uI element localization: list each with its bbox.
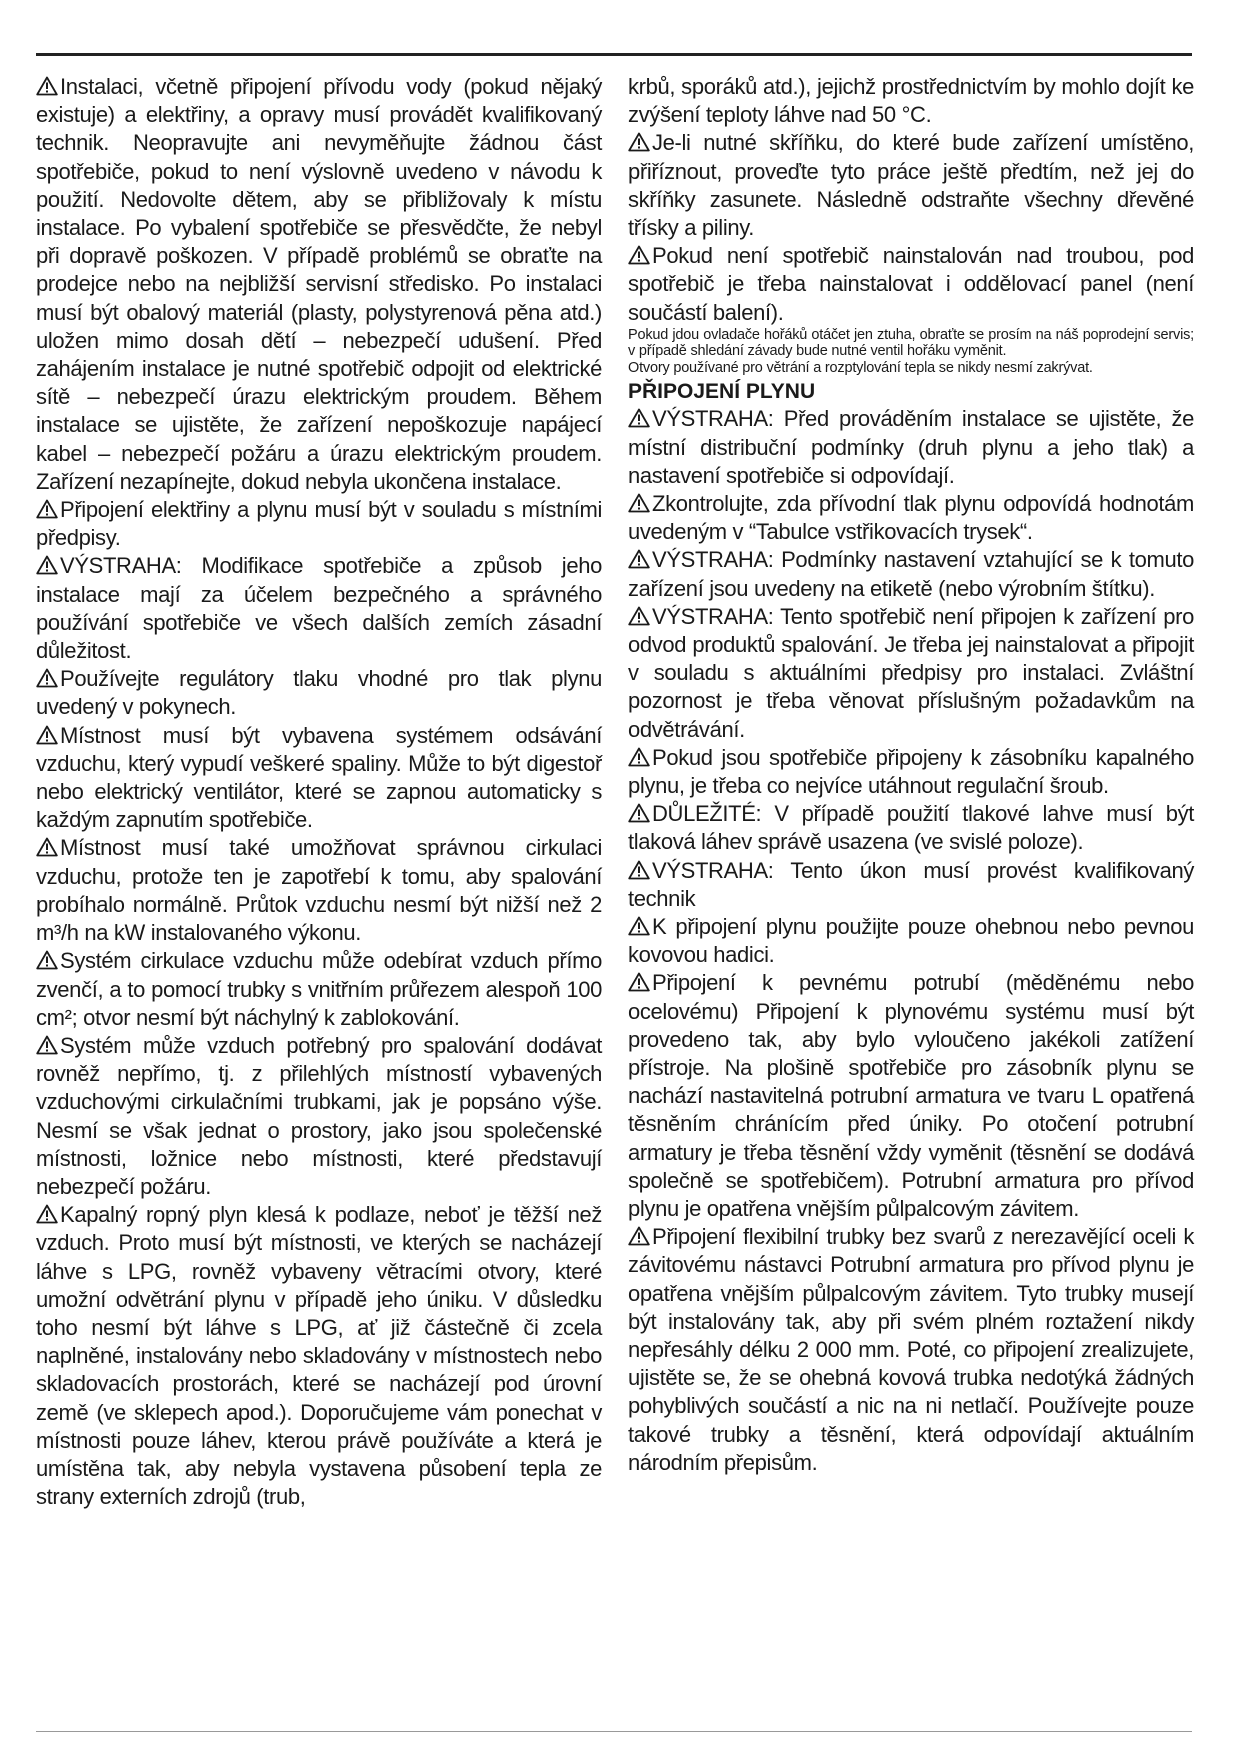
top-rule — [36, 53, 1192, 56]
bottom-rule — [36, 1731, 1192, 1732]
small-notes — [628, 327, 1194, 377]
paragraph-text: Pokud jsou spotřebiče připojeny k zásobníku kapalného plynu, je třeba co nejvíce utáhnout regulační šroub. — [628, 744, 1194, 798]
warning-icon — [628, 859, 650, 879]
left-column — [36, 73, 602, 1511]
warning-paragraph — [628, 242, 1194, 327]
warning-icon — [628, 548, 650, 568]
small-note: Otvory používané pro větrání a rozptylování tepla se nikdy nesmí zakrývat. — [628, 359, 1093, 376]
warning-paragraph — [36, 722, 602, 835]
paragraph-text: Systém cirkulace vzduchu může odebírat vzduch přímo zvenčí, a to pomocí trubky s vnitřním průřezem alespoň 100 cm²; otvor nesmí být náchylný k zablokování. — [36, 948, 602, 1030]
paragraph-text: VÝSTRAHA: Modifikace spotřebiče a způsob jeho instalace mají za účelem bezpečného a správného používání spotřebiče ve všech dalších zemích zásadní důležitost. — [36, 553, 602, 664]
warning-icon — [36, 75, 58, 95]
warning-paragraph — [628, 800, 1194, 856]
paragraph-text: VÝSTRAHA: Tento úkon musí provést kvalifikovaný technik — [628, 857, 1194, 911]
paragraph-text: Místnost musí také umožňovat správnou cirkulaci vzduchu, protože ten je zapotřebí k tomu, aby spalování probíhalo normálně. Průtok vzduchu nesmí být nižší než 2 m³/h na kW instalovaného výkonu. — [36, 835, 602, 946]
warning-icon — [628, 131, 650, 151]
warning-paragraph — [628, 1223, 1194, 1477]
warning-paragraph — [628, 744, 1194, 800]
warning-paragraph — [628, 913, 1194, 969]
small-note: Pokud jdou ovladače hořáků otáčet jen ztuha, obraťte se prosím na náš poprodejní servis; v případě shledání závady bude nutné ventil hořáku vyměnit. — [628, 326, 1194, 360]
warning-icon — [36, 554, 58, 574]
warning-icon — [36, 667, 58, 687]
paragraph-text: VÝSTRAHA: Tento spotřebič není připojen k zařízení pro odvod produktů spalování. Je třeba jej nainstalovat a připojit v souladu s aktuálními předpisy pro instalaci. Zvláštní pozornost je třeba věnovat příslušným požadavkům na odvětrávání. — [628, 603, 1194, 742]
warning-icon — [628, 492, 650, 512]
warning-icon — [36, 1203, 58, 1223]
warning-paragraph — [628, 857, 1194, 913]
warning-paragraph — [36, 1032, 602, 1201]
paragraph-text: Připojení k pevnému potrubí (měděnému nebo ocelovému) Připojení k plynovému systému musí být provedeno tak, aby bylo vyloučeno jakékoli zatížení přístroje. Na plošině spotřebiče pro zásobník plynu se nachází nastavitelná potrubní armatura ve tvaru L opatřená těsněním chránícím před úniky. Po otočení potrubní armatury je třeba těsnění vždy vyměnit (těsnění se dodává společně se spotřebičem). Potrubní armatura pro přívod plynu je opatřena vnějším půlpalcovým závitem. — [628, 970, 1194, 1222]
warning-paragraph — [36, 73, 602, 496]
warning-icon — [628, 915, 650, 935]
warning-icon — [628, 971, 650, 991]
warning-paragraph — [36, 1201, 602, 1511]
paragraph-text: Kapalný ropný plyn klesá k podlaze, neboť je těžší než vzduch. Proto musí být místnosti, ve kterých se nacházejí láhve s LPG, rovněž vybaveny větracími otvory, které umožní odvětrání plynu v případě jeho úniku. V důsledku toho nesmí být láhve s LPG, ať již částečně či zcela naplněné, instalovány nebo skladovány v místnostech nebo skladovacích prostorách, které se nacházejí pod úrovní země (ve sklepech apod.). Doporučujeme vám ponechat v místnosti pouze láhev, kterou právě používáte a která je umístěna tak, aby nebyla vystavena působení tepla ze strany externích zdrojů (trub, — [36, 1202, 602, 1510]
continued-paragraph: krbů, sporáků atd.), jejichž prostřednictvím by mohlo dojít ke zvýšení teploty láhve nad 50 °C. — [628, 74, 1194, 128]
paragraph-text: DŮLEŽITÉ: V případě použití tlakové lahve musí být tlaková láhev správě usazena (ve svislé poloze). — [628, 801, 1194, 855]
right-column — [628, 73, 1194, 1477]
warning-icon — [36, 1034, 58, 1054]
warning-paragraph — [36, 947, 602, 1032]
paragraph-text: Místnost musí být vybavena systémem odsávání vzduchu, který vypudí veškeré spaliny. Může to být digestoř nebo elektrický ventilátor, které se zapnou automaticky s každým zapnutím spotřebiče. — [36, 722, 602, 833]
paragraph-text: Používejte regulátory tlaku vhodné pro tlak plynu uvedený v pokynech. — [36, 666, 602, 720]
paragraph-text: Instalaci, včetně připojení přívodu vody (pokud nějaký existuje) a elektřiny, a opravy musí provádět kvalifikovaný technik. Neopravujte ani nevyměňujte žádnou část spotřebiče, pokud to není výslovně uvedeno v návodu k použití. Nedovolte dětem, aby se přibližovaly k místu instalace. Po vybalení spotřebiče se přesvědčte, že nebyl při dopravě poškozen. V případě problémů se obraťte na prodejce nebo na nejbližší servisní středisko. Po instalaci musí být obalový materiál (plasty, polystyrenová pěna atd.) uložen mimo dosah dětí – nebezpečí udušení. Před zahájením instalace je nutné spotřebič odpojit od elektrické sítě – nebezpečí úrazu elektrickým proudem. Během instalace se ujistěte, že zařízení nepoškozuje napájecí kabel – nebezpečí požáru a úrazu elektrickým proudem. Zařízení nezapínejte, dokud nebyla ukončena instalace. — [36, 74, 602, 494]
warning-icon — [628, 407, 650, 427]
warning-icon — [36, 949, 58, 969]
warning-icon — [36, 836, 58, 856]
paragraph-text: Zkontrolujte, zda přívodní tlak plynu odpovídá hodnotám uvedeným v “Tabulce vstřikovacích trysek“. — [628, 490, 1194, 545]
warning-paragraph — [36, 834, 602, 947]
warning-icon — [628, 746, 650, 766]
warning-icon — [36, 498, 58, 518]
paragraph-text: VÝSTRAHA: Podmínky nastavení vztahující se k tomuto zařízení jsou uvedeny na etiketě (nebo výrobním štítku). — [628, 547, 1194, 601]
paragraph-text: Systém může vzduch potřebný pro spalování dodávat rovněž nepřímo, tj. z přilehlých místností vybavených vzduchovými cirkulačními trubkami, jak je popsáno výše. Nesmí se však jednat o prostory, jako jsou společenské místnosti, ložnice nebo místnosti, které představují nebezpečí požáru. — [36, 1032, 602, 1199]
warning-paragraph — [36, 665, 602, 721]
warning-icon — [628, 605, 650, 625]
warning-icon — [36, 724, 58, 744]
warning-paragraph — [36, 496, 602, 552]
paragraph-text: Je-li nutné skříňku, do které bude zařízení umístěno, přiříznout, proveďte tyto práce ještě předtím, než jej do skříňky zasunete. Následně odstraňte všechny dřevěné třísky a piliny. — [628, 130, 1194, 241]
warning-icon — [628, 1225, 650, 1245]
warning-icon — [628, 802, 650, 822]
warning-paragraph — [628, 490, 1194, 546]
warning-paragraph — [628, 129, 1194, 242]
paragraph-text: Pokud není spotřebič nainstalován nad troubou, pod spotřebič je třeba nainstalovat i oddělovací panel (není součástí balení). — [628, 243, 1194, 325]
warning-paragraph — [628, 405, 1194, 490]
warning-paragraph — [628, 603, 1194, 744]
paragraph-text: Připojení flexibilní trubky bez svarů z nerezavějící oceli k závitovému nástavci Potrubní armatura pro přívod plynu je opatřena vnějším půlpalcovým závitem. Tyto trubky musejí být instalovány tak, aby při svém plném roztažení nikdy nepřesáhly délku 2 000 mm. Poté, co připojení zrealizujete, ujistěte se, že se ohebná kovová trubka nedotýká žádných pohyblivých součástí a nic na ni netlačí. Používejte pouze takové trubky a těsnění, která odpovídají aktuálním národním přepisům. — [628, 1224, 1194, 1475]
warning-paragraph — [36, 552, 602, 665]
warning-paragraph — [628, 969, 1194, 1223]
paragraph-text: Připojení elektřiny a plynu musí být v souladu s místními předpisy. — [36, 497, 602, 551]
paragraph-text: K připojení plynu použijte pouze ohebnou nebo pevnou kovovou hadici. — [628, 913, 1194, 968]
warning-icon — [628, 244, 650, 264]
section-heading: PŘIPOJENÍ PLYNU — [628, 380, 816, 404]
warning-paragraph — [628, 546, 1194, 602]
paragraph-text: VÝSTRAHA: Před prováděním instalace se ujistěte, že místní distribuční podmínky (druh plynu a jeho tlak) a nastavení spotřebiče si odpovídají. — [628, 406, 1194, 488]
